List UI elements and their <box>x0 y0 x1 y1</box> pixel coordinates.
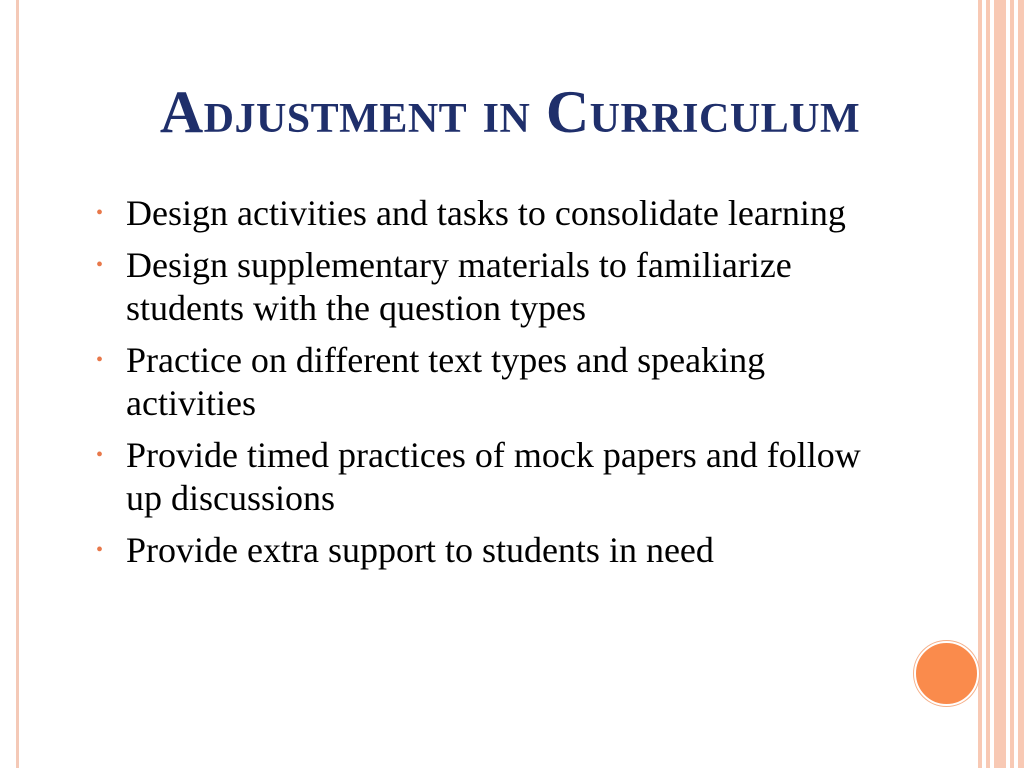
bullet-item <box>96 529 896 572</box>
bullet-item <box>96 192 896 235</box>
stripe <box>1018 0 1024 768</box>
bullet-icon: • <box>96 444 104 466</box>
right-decorative-stripes <box>978 0 1024 768</box>
left-border-line <box>16 0 19 768</box>
bullet-icon: • <box>96 202 104 224</box>
bullet-icon: • <box>96 539 104 561</box>
stripe <box>994 0 1006 768</box>
bullet-icon: • <box>96 254 104 276</box>
bullet-text: Provide extra support to students in need <box>126 530 714 570</box>
bullet-icon: • <box>96 349 104 371</box>
bullet-text: Practice on different text types and speaking activities <box>126 340 766 423</box>
orange-circle-decoration <box>914 641 979 706</box>
bullet-text: Design activities and tasks to consolidate learning <box>126 193 846 233</box>
bullet-item <box>96 434 896 520</box>
bullet-list <box>96 192 896 581</box>
stripe <box>978 0 982 768</box>
stripe <box>1010 0 1014 768</box>
bullet-item <box>96 244 896 330</box>
slide-title: Adjustment in Curriculum <box>159 79 861 145</box>
stripe <box>986 0 990 768</box>
bullet-item <box>96 339 896 425</box>
bullet-text: Design supplementary materials to familiarize students with the question types <box>126 245 792 328</box>
bullet-text: Provide timed practices of mock papers and follow up discussions <box>126 435 861 518</box>
